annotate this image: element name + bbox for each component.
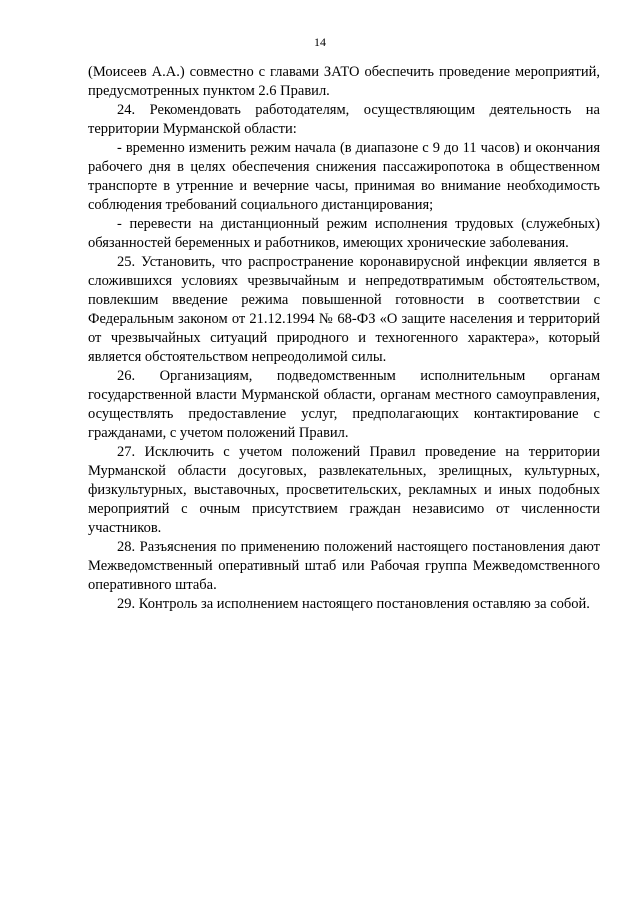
paragraph-continuation: (Моисеев А.А.) совместно с главами ЗАТО обеспечить проведение мероприятий, предусмотренных пунктом 2.6 Правил. (88, 64, 600, 99)
page-number: 14 (314, 35, 326, 49)
paragraph-28: 28. Разъяснения по применению положений настоящего постановления дают Межведомственный оперативный штаб или Рабочая группа Межведомственного оперативного штаба. (88, 539, 600, 593)
paragraph-29: 29. Контроль за исполнением настоящего постановления оставляю за собой. (117, 596, 590, 612)
paragraph-27: 27. Исключить с учетом положений Правил проведение на территории Мурманской области досуговых, развлекательных, зрелищных, культурных, физкультурных, выставочных, просветительских, рекламных и иных подобных мероприятий с очным присутствием граждан независимо от численности участников. (88, 444, 600, 536)
paragraph-26: 26. Организациям, подведомственным исполнительным органам государственной власти Мурманской области, органам местного самоуправления, осуществлять предоставление услуг, предполагающих контактирование с гражданами, с учетом положений Правил. (88, 368, 600, 441)
paragraph-24-item-1: - временно изменить режим начала (в диапазоне с 9 до 11 часов) и окончания рабочего дня в целях обеспечения снижения пассажиропотока в общественном транспорте в утренние и вечерние часы, принимая во внимание необходимость соблюдения требований социального дистанцирования; (88, 140, 600, 213)
paragraph-24-item-2: - перевести на дистанционный режим исполнения трудовых (служебных) обязанностей беременных и работников, имеющих хронические заболевания. (88, 216, 600, 251)
document-body (88, 63, 600, 614)
paragraph-24: 24. Рекомендовать работодателям, осуществляющим деятельность на территории Мурманской области: (88, 102, 600, 137)
paragraph-25: 25. Установить, что распространение коронавирусной инфекции является в сложившихся условиях чрезвычайным и непредотвратимым обстоятельством, повлекшим введение режима повышенной готовности в соответствии с Федеральным законом от 21.12.1994 № 68-ФЗ «О защите населения и территорий от чрезвычайных ситуаций природного и техногенного характера», который является обстоятельством непреодолимой силы. (88, 254, 600, 365)
